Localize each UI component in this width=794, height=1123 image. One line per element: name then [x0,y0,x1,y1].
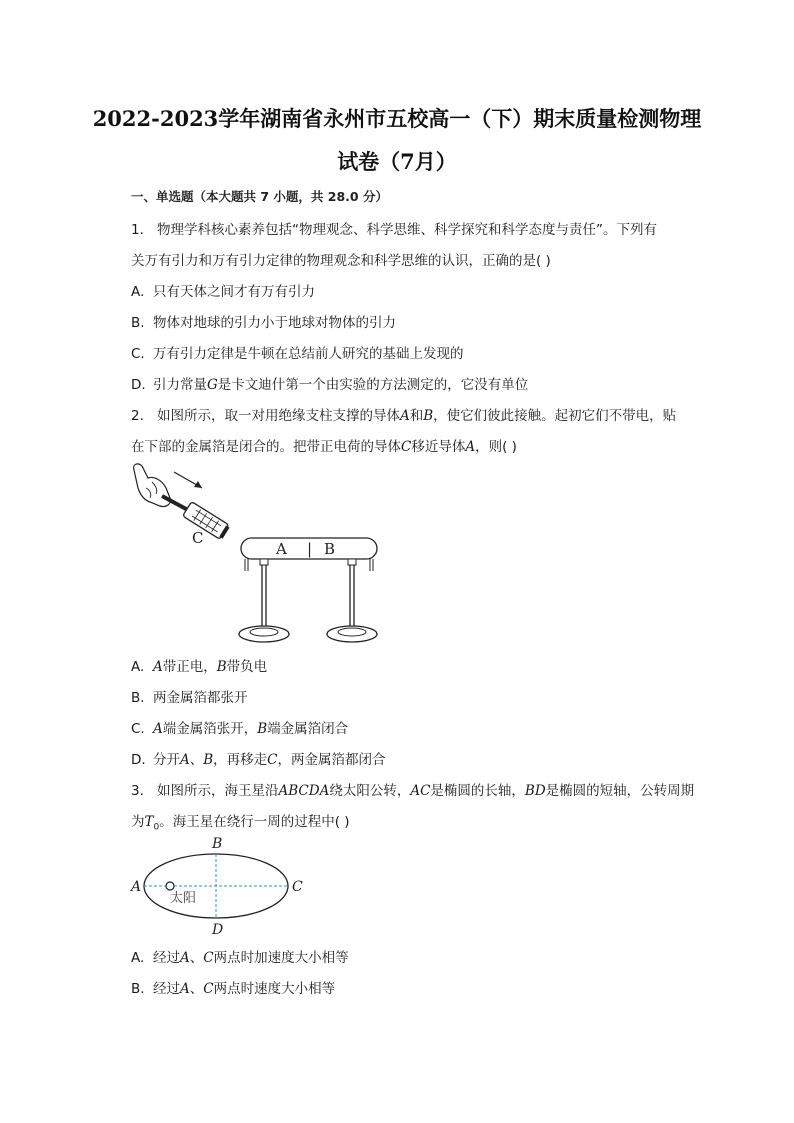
q3-var-bd: BD [524,783,546,799]
q2-var-b: B [257,721,268,737]
label-b: B [212,836,223,852]
q2-option-d-text: ，再移走 [213,752,268,768]
q3-var-a: A [180,950,190,966]
q3-option-a-text: 经过 [153,950,180,966]
q3-var-t: T [144,814,154,830]
q2-stem-line1 [131,404,676,424]
q1-number: 1. [131,222,144,238]
q1-option-d-var: G [207,377,218,393]
label-c: C [292,879,303,895]
q2-option-d-letter: D. [131,752,146,768]
q2-option-c-letter: C. [131,721,145,737]
q2-var-a: A [400,408,410,424]
q2-option-d-text: 分开 [153,752,180,768]
q3-stem-text: 是椭圆的短轴，公转周期 [545,783,695,799]
q3-stem-text: 。海王星在绕行一周的过程中( ) [159,814,350,830]
q1-option-a-letter: A. [131,284,145,300]
q1-option-b-letter: B. [131,315,145,331]
q1-option-a-text: 只有天体之间才有万有引力 [153,284,315,300]
q3-number: 3. [131,783,144,799]
q2-option-c-text: 端金属箔张开， [162,721,258,737]
q3-option-b-text: 经过 [153,981,180,997]
q2-var-b: B [216,659,227,675]
label-sep: | [307,540,313,558]
q2-var-a: A [153,721,163,737]
q1-option-c-letter: C. [131,346,145,362]
q3-var-c: C [203,981,214,997]
q2-var-a: A [153,659,163,675]
q1-option-d-text2: 是卡文迪什第一个由实验的方法测定的，它没有单位 [217,377,529,393]
q2-var-b: B [203,752,214,768]
q3-option-b-text: 两点时速度大小相等 [213,981,336,997]
q3-orbit-figure [126,834,312,940]
section-heading: 一、单选题（本大题共 7 小题，共 28.0 分） [131,189,388,204]
q2-option-a-text: 带正电， [162,659,217,675]
q3-stem-text: 是椭圆的长轴， [430,783,525,799]
label-d: D [212,922,224,938]
q3-option-b-text: 、 [189,981,204,997]
exam-title-line2: 试卷（7月） [337,149,457,174]
q1-option-d-letter: D. [131,377,146,393]
q3-option-b-letter: B. [131,981,145,997]
q2-option-b-letter: B. [131,690,145,706]
q2-var-c: C [267,752,278,768]
q2-option-c [131,717,348,737]
q3-var-c: C [203,950,214,966]
q2-var-b: B [423,408,434,424]
q2-stem-line2 [131,435,517,455]
q3-stem-line1 [131,779,694,799]
q2-var-a: A [465,439,476,455]
sun-icon [166,882,174,890]
q1-stem-line2: 关万有引力和万有引力定律的物理观念和科学思维的认识，正确的是( ) [131,253,551,269]
q2-stem-and: 和 [409,408,424,424]
label-c: C [192,529,204,547]
q1-option-d-text1: 引力常量 [153,377,207,393]
label-b: B [324,540,336,558]
q3-stem-text: 如图所示，海王星沿 [157,783,279,799]
q3-stem-text: 为 [131,814,145,830]
q2-option-c-text: 端金属箔闭合 [267,721,349,737]
q3-option-a [131,946,349,966]
label-a: A [276,540,287,558]
q3-var-path: ABCDA [278,783,330,799]
q2-electrostatic-figure [126,458,396,650]
q3-option-b [131,977,335,997]
q3-option-a-text: 、 [189,950,204,966]
q2-var-c: C [401,439,412,455]
q2-stem-text: ，则( ) [475,439,517,455]
q3-option-a-text: 两点时加速度大小相等 [213,950,349,966]
label-a: A [131,879,142,895]
q1-stem-text1: 物理学科核心素养包括“物理观念、科学思维、科学探究和科学态度与责任”。下列有 [157,222,657,238]
q1-option-b [131,311,396,331]
q2-number: 2. [131,408,144,424]
q2-option-b-text: 两金属箔都张开 [153,690,248,706]
hand-icon [134,464,171,507]
q2-stem-text: 在下部的金属箔是闭合的。把带正电荷的导体 [131,439,401,455]
q2-option-b [131,686,248,706]
q2-var-a: A [180,752,190,768]
q2-stem-text: 如图所示，取一对用绝缘支柱支撑的导体 [157,408,400,424]
label-sun: 太阳 [170,891,197,906]
q2-option-a [131,655,267,675]
insulating-stand-left [239,559,289,642]
q3-var-a: A [180,981,190,997]
q2-stem-text: 移近导体 [411,439,466,455]
q2-option-a-text: 带负电 [226,659,268,675]
q2-option-d [131,748,386,768]
q3-var-ac: AC [410,783,431,799]
q1-option-b-text: 物体对地球的引力小于地球对物体的引力 [153,315,396,331]
q3-stem-text: 绕太阳公转， [329,783,411,799]
q2-option-d-text: 、 [189,752,204,768]
q3-var-t-subscript: 0 [153,822,160,833]
q2-stem-text: ，使它们彼此接触。起初它们不带电，贴 [433,408,677,424]
q1-option-d [131,373,528,393]
q1-stem-line1 [131,218,657,238]
q1-option-c-text: 万有引力定律是牛顿在总结前人研究的基础上发现的 [153,346,464,362]
q2-option-d-text: ，两金属箔都闭合 [277,752,386,768]
insulating-stand-right [327,559,377,642]
q3-stem-line2 [131,810,350,833]
q1-option-c [131,342,464,362]
exam-title-line1: 2022-2023学年湖南省永州市五校高一（下）期末质量检测物理 [92,106,702,131]
q2-option-a-letter: A. [131,659,145,675]
q1-option-a [131,280,315,300]
q3-option-a-letter: A. [131,950,145,966]
